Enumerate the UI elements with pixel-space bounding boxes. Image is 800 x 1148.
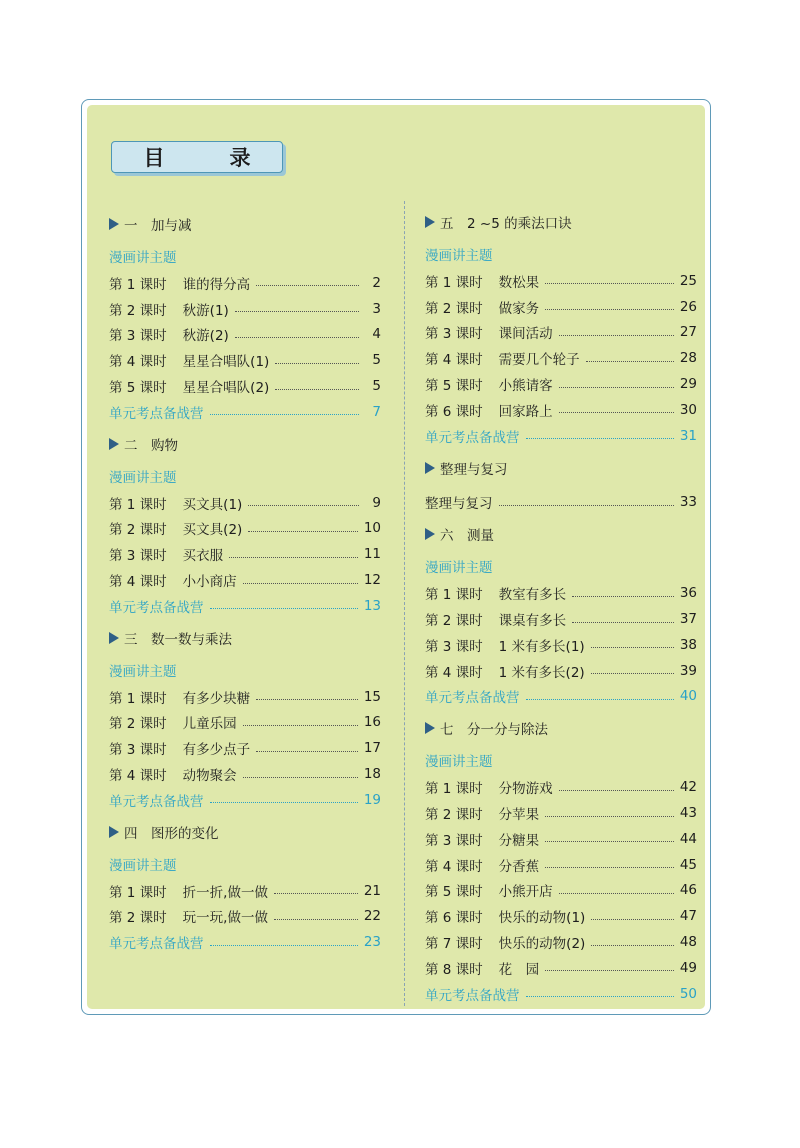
dot-leader bbox=[559, 790, 674, 791]
lesson-name: 分糖果 bbox=[498, 832, 540, 849]
toc-entry[interactable] bbox=[109, 541, 381, 567]
unit-title: 二 购物 bbox=[124, 437, 178, 454]
unit-heading[interactable] bbox=[425, 717, 697, 739]
review-entry[interactable] bbox=[425, 981, 697, 1007]
page-number: 18 bbox=[363, 766, 381, 783]
page-number: 36 bbox=[679, 585, 697, 602]
page-number: 50 bbox=[679, 985, 697, 1002]
lesson-number: 第 1 课时 bbox=[109, 496, 167, 513]
unit-heading[interactable] bbox=[109, 821, 381, 843]
page-number: 2 bbox=[372, 274, 381, 291]
review-entry[interactable] bbox=[109, 399, 381, 425]
page-number: 45 bbox=[679, 856, 697, 873]
lesson-name: 小熊请客 bbox=[498, 378, 553, 395]
lesson-number: 第 3 课时 bbox=[425, 832, 483, 849]
dot-leader bbox=[572, 596, 674, 597]
dot-leader bbox=[559, 412, 674, 413]
lesson-number: 第 1 课时 bbox=[109, 690, 167, 707]
review-name: 单元考点备战营 bbox=[109, 599, 204, 616]
toc-entry[interactable] bbox=[109, 735, 381, 761]
toc-entry[interactable] bbox=[425, 371, 697, 397]
unit-title: 七 分一分与除法 bbox=[440, 722, 548, 739]
page-number: 16 bbox=[363, 714, 381, 731]
lesson-number: 第 4 课时 bbox=[109, 354, 167, 371]
unit-heading[interactable] bbox=[109, 433, 381, 455]
unit-gap bbox=[109, 619, 381, 627]
lesson-name: 有多少块糖 bbox=[182, 690, 251, 707]
dot-leader bbox=[210, 608, 358, 609]
dot-leader bbox=[559, 387, 674, 388]
page-number: 30 bbox=[679, 401, 697, 418]
toc-entry[interactable] bbox=[109, 347, 381, 373]
dot-leader bbox=[545, 283, 674, 284]
review-name: 单元考点备战营 bbox=[109, 793, 204, 810]
dot-leader bbox=[545, 816, 674, 817]
toc-entry[interactable] bbox=[425, 580, 697, 606]
toc-entry[interactable] bbox=[109, 684, 381, 710]
unit-title: 一 加与减 bbox=[124, 218, 192, 234]
page-number: 38 bbox=[679, 636, 697, 653]
triangle-marker-icon bbox=[109, 826, 119, 838]
unit-gap bbox=[425, 1007, 697, 1015]
page-number: 47 bbox=[679, 908, 697, 925]
toc-entry[interactable] bbox=[109, 878, 381, 904]
lesson-number: 第 2 课时 bbox=[109, 910, 167, 927]
review-name: 单元考点备战营 bbox=[425, 690, 520, 707]
unit-title: 五 2 ~5 的乘法口诀 bbox=[440, 216, 572, 232]
page-number: 25 bbox=[679, 272, 697, 289]
lesson-name: 玩一玩,做一做 bbox=[182, 910, 268, 927]
triangle-marker-icon bbox=[109, 218, 119, 230]
dot-leader bbox=[591, 647, 674, 648]
dot-leader bbox=[572, 622, 674, 623]
page-number: 44 bbox=[679, 830, 697, 847]
page-number: 3 bbox=[372, 300, 381, 317]
theme-label: 漫画讲主题 bbox=[109, 857, 177, 874]
lesson-name: 秋游(2) bbox=[182, 328, 229, 345]
page-number: 4 bbox=[372, 326, 381, 343]
page-number: 42 bbox=[679, 779, 697, 796]
page-number: 17 bbox=[363, 740, 381, 757]
unit-title: 整理与复习 bbox=[440, 461, 508, 478]
review-entry[interactable] bbox=[109, 929, 381, 955]
review-name: 单元考点备战营 bbox=[109, 405, 204, 422]
triangle-marker-icon bbox=[425, 722, 435, 734]
dot-leader bbox=[545, 841, 674, 842]
lesson-number: 第 2 课时 bbox=[109, 716, 167, 733]
page-number: 7 bbox=[372, 403, 381, 420]
dot-leader bbox=[235, 337, 359, 338]
lesson-name: 快乐的动物(2) bbox=[498, 936, 586, 953]
page-number: 12 bbox=[363, 572, 381, 589]
lesson-name: 1 米有多长(2) bbox=[498, 664, 585, 681]
toc-entry[interactable] bbox=[109, 373, 381, 399]
unit-gap bbox=[425, 515, 697, 523]
dot-leader bbox=[256, 751, 358, 752]
review-entry[interactable] bbox=[109, 787, 381, 813]
lesson-name: 小熊开店 bbox=[498, 884, 553, 901]
lesson-number: 第 7 课时 bbox=[425, 936, 483, 953]
dot-leader bbox=[274, 919, 358, 920]
lesson-number: 第 5 课时 bbox=[425, 378, 483, 395]
dot-leader bbox=[591, 673, 674, 674]
dot-leader bbox=[559, 893, 674, 894]
toc-entry[interactable] bbox=[109, 322, 381, 348]
toc-entry[interactable] bbox=[425, 903, 697, 929]
page-number: 46 bbox=[679, 882, 697, 899]
lesson-name: 买文具(1) bbox=[182, 496, 243, 513]
dot-leader bbox=[256, 285, 359, 286]
toc-entry[interactable] bbox=[109, 710, 381, 736]
page-number: 39 bbox=[679, 662, 697, 679]
theme-label: 漫画讲主题 bbox=[425, 754, 493, 771]
lesson-number: 第 1 课时 bbox=[109, 276, 167, 293]
dot-leader bbox=[499, 505, 674, 506]
lesson-number: 第 5 课时 bbox=[425, 884, 483, 901]
toc-entry[interactable] bbox=[425, 606, 697, 632]
lesson-number: 第 4 课时 bbox=[109, 574, 167, 591]
theme-label: 漫画讲主题 bbox=[109, 663, 177, 680]
lesson-name: 快乐的动物(1) bbox=[498, 910, 586, 927]
lesson-number: 第 2 课时 bbox=[425, 807, 483, 824]
toc-entry[interactable] bbox=[109, 516, 381, 542]
dot-leader bbox=[235, 311, 359, 312]
lesson-name: 分物游戏 bbox=[498, 781, 553, 798]
review-name: 单元考点备战营 bbox=[109, 936, 204, 953]
page-number: 26 bbox=[679, 298, 697, 315]
lesson-number: 第 4 课时 bbox=[425, 352, 483, 369]
lesson-name: 回家路上 bbox=[498, 403, 553, 420]
dot-leader bbox=[591, 945, 674, 946]
left-column bbox=[109, 213, 381, 963]
toc-entry[interactable] bbox=[109, 567, 381, 593]
lesson-name: 做家务 bbox=[498, 300, 540, 317]
toc-entry[interactable] bbox=[425, 878, 697, 904]
theme-label: 漫画讲主题 bbox=[109, 469, 177, 486]
lesson-name: 课桌有多长 bbox=[498, 613, 567, 630]
page-number: 28 bbox=[679, 350, 697, 367]
dot-leader bbox=[526, 438, 674, 439]
dot-leader bbox=[248, 505, 359, 506]
page-number: 31 bbox=[679, 427, 697, 444]
dot-leader bbox=[243, 583, 358, 584]
review-name: 单元考点备战营 bbox=[425, 429, 520, 446]
lesson-number: 第 8 课时 bbox=[425, 961, 483, 978]
dot-leader bbox=[229, 557, 358, 558]
dot-leader bbox=[526, 996, 674, 997]
lesson-number: 第 3 课时 bbox=[109, 328, 167, 345]
page-number: 10 bbox=[363, 520, 381, 537]
lesson-name: 需要几个轮子 bbox=[498, 352, 580, 369]
toc-entry[interactable] bbox=[425, 955, 697, 981]
dot-leader bbox=[545, 970, 674, 971]
toc-entry[interactable] bbox=[425, 658, 697, 684]
page-number: 15 bbox=[363, 688, 381, 705]
page-number: 22 bbox=[363, 908, 381, 925]
dot-leader bbox=[591, 919, 674, 920]
unit-gap bbox=[109, 813, 381, 821]
lesson-number: 第 6 课时 bbox=[425, 403, 483, 420]
lesson-number: 第 3 课时 bbox=[425, 326, 483, 343]
lesson-name: 数松果 bbox=[498, 274, 540, 291]
toc-entry[interactable] bbox=[109, 761, 381, 787]
page-number: 9 bbox=[372, 494, 381, 511]
page-number: 29 bbox=[679, 376, 697, 393]
toc-entry[interactable] bbox=[425, 294, 697, 320]
dot-leader bbox=[586, 361, 674, 362]
unit-gap bbox=[109, 955, 381, 963]
triangle-marker-icon bbox=[109, 438, 119, 450]
dot-leader bbox=[275, 363, 359, 364]
lesson-number: 第 3 课时 bbox=[425, 638, 483, 655]
toc-entry[interactable] bbox=[109, 904, 381, 930]
lesson-number: 第 2 课时 bbox=[425, 613, 483, 630]
dot-leader bbox=[256, 699, 358, 700]
theme-label: 漫画讲主题 bbox=[109, 250, 177, 266]
lesson-name: 秋游(1) bbox=[182, 302, 229, 319]
review-entry[interactable] bbox=[109, 593, 381, 619]
lesson-name: 儿童乐园 bbox=[182, 716, 237, 733]
unit-title: 三 数一数与乘法 bbox=[124, 631, 232, 648]
toc-entry[interactable] bbox=[109, 270, 381, 296]
page-number: 37 bbox=[679, 611, 697, 628]
page-number: 11 bbox=[363, 546, 381, 563]
right-column bbox=[425, 211, 697, 1015]
dot-leader bbox=[210, 414, 360, 415]
lesson-name: 分苹果 bbox=[498, 807, 540, 824]
column-divider bbox=[404, 201, 405, 1006]
toc-entry[interactable] bbox=[425, 397, 697, 423]
toc-entry[interactable] bbox=[425, 774, 697, 800]
lesson-number: 第 4 课时 bbox=[425, 664, 483, 681]
lesson-number: 第 1 课时 bbox=[425, 274, 483, 291]
triangle-marker-icon bbox=[425, 216, 435, 228]
lesson-number: 第 1 课时 bbox=[109, 884, 167, 901]
page-number: 5 bbox=[372, 378, 381, 395]
page-number: 13 bbox=[363, 597, 381, 614]
lesson-number: 第 5 课时 bbox=[109, 380, 167, 397]
unit-title: 六 测量 bbox=[440, 528, 494, 545]
dot-leader bbox=[243, 725, 358, 726]
page-number: 43 bbox=[679, 805, 697, 822]
unit-heading[interactable] bbox=[425, 211, 697, 233]
lesson-number: 第 1 课时 bbox=[425, 781, 483, 798]
dot-leader bbox=[559, 335, 674, 336]
lesson-number: 第 2 课时 bbox=[109, 302, 167, 319]
toc-panel bbox=[87, 105, 705, 1009]
review-entry[interactable] bbox=[425, 423, 697, 449]
toc-frame bbox=[81, 99, 711, 1015]
dot-leader bbox=[210, 945, 358, 946]
lesson-number: 第 4 课时 bbox=[425, 858, 483, 875]
lesson-name: 买衣服 bbox=[182, 548, 224, 565]
lesson-number: 第 6 课时 bbox=[425, 910, 483, 927]
page-number: 49 bbox=[679, 959, 697, 976]
lesson-name: 课间活动 bbox=[498, 326, 553, 343]
toc-entry[interactable] bbox=[425, 268, 697, 294]
lesson-name: 小小商店 bbox=[182, 574, 237, 591]
dot-leader bbox=[248, 531, 358, 532]
page-title: 目 录 bbox=[111, 141, 283, 173]
toc-entry[interactable] bbox=[425, 320, 697, 346]
lesson-name: 有多少点子 bbox=[182, 742, 251, 759]
dot-leader bbox=[545, 309, 674, 310]
page-number: 33 bbox=[679, 494, 697, 511]
lesson-number: 第 1 课时 bbox=[425, 587, 483, 604]
page-number: 23 bbox=[363, 934, 381, 951]
lesson-name: 折一折,做一做 bbox=[182, 884, 268, 901]
theme-label: 漫画讲主题 bbox=[425, 560, 493, 577]
toc-entry[interactable] bbox=[425, 852, 697, 878]
lesson-name: 动物聚会 bbox=[182, 768, 237, 785]
lesson-name: 整理与复习 bbox=[425, 496, 493, 513]
unit-heading[interactable] bbox=[109, 213, 381, 235]
lesson-number: 第 3 课时 bbox=[109, 548, 167, 565]
unit-gap bbox=[425, 449, 697, 457]
toc-entry[interactable] bbox=[109, 490, 381, 516]
lesson-name: 花 园 bbox=[498, 961, 540, 978]
review-name: 单元考点备战营 bbox=[425, 987, 520, 1004]
review-entry[interactable] bbox=[425, 684, 697, 710]
dot-leader bbox=[210, 802, 358, 803]
toc-entry[interactable] bbox=[425, 826, 697, 852]
page-number: 19 bbox=[363, 791, 381, 808]
lesson-name: 星星合唱队(2) bbox=[182, 380, 270, 397]
lesson-name: 分香蕉 bbox=[498, 858, 540, 875]
unit-title: 四 图形的变化 bbox=[124, 825, 219, 842]
toc-entry[interactable] bbox=[425, 632, 697, 658]
dot-leader bbox=[274, 893, 358, 894]
theme-label: 漫画讲主题 bbox=[425, 248, 493, 264]
dot-leader bbox=[243, 777, 358, 778]
page-number: 40 bbox=[679, 688, 697, 705]
lesson-name: 谁的得分高 bbox=[182, 276, 251, 293]
toc-entry[interactable] bbox=[425, 490, 697, 516]
lesson-number: 第 3 课时 bbox=[109, 742, 167, 759]
unit-heading[interactable] bbox=[425, 457, 697, 479]
toc-entry[interactable] bbox=[425, 800, 697, 826]
page-number: 21 bbox=[363, 882, 381, 899]
toc-entry[interactable] bbox=[109, 296, 381, 322]
triangle-marker-icon bbox=[425, 528, 435, 540]
dot-leader bbox=[275, 389, 359, 390]
unit-heading[interactable] bbox=[109, 627, 381, 649]
toc-entry[interactable] bbox=[425, 929, 697, 955]
dot-leader bbox=[526, 699, 674, 700]
unit-gap bbox=[425, 709, 697, 717]
lesson-name: 教室有多长 bbox=[498, 587, 567, 604]
unit-heading[interactable] bbox=[425, 523, 697, 545]
lesson-name: 1 米有多长(1) bbox=[498, 638, 585, 655]
lesson-name: 买文具(2) bbox=[182, 522, 243, 539]
triangle-marker-icon bbox=[425, 462, 435, 474]
toc-entry[interactable] bbox=[425, 345, 697, 371]
lesson-number: 第 4 课时 bbox=[109, 768, 167, 785]
triangle-marker-icon bbox=[109, 632, 119, 644]
lesson-number: 第 2 课时 bbox=[425, 300, 483, 317]
page-number: 5 bbox=[372, 352, 381, 369]
unit-gap bbox=[109, 425, 381, 433]
lesson-number: 第 2 课时 bbox=[109, 522, 167, 539]
page-number: 48 bbox=[679, 934, 697, 951]
lesson-name: 星星合唱队(1) bbox=[182, 354, 270, 371]
page-number: 27 bbox=[679, 324, 697, 341]
dot-leader bbox=[545, 867, 674, 868]
